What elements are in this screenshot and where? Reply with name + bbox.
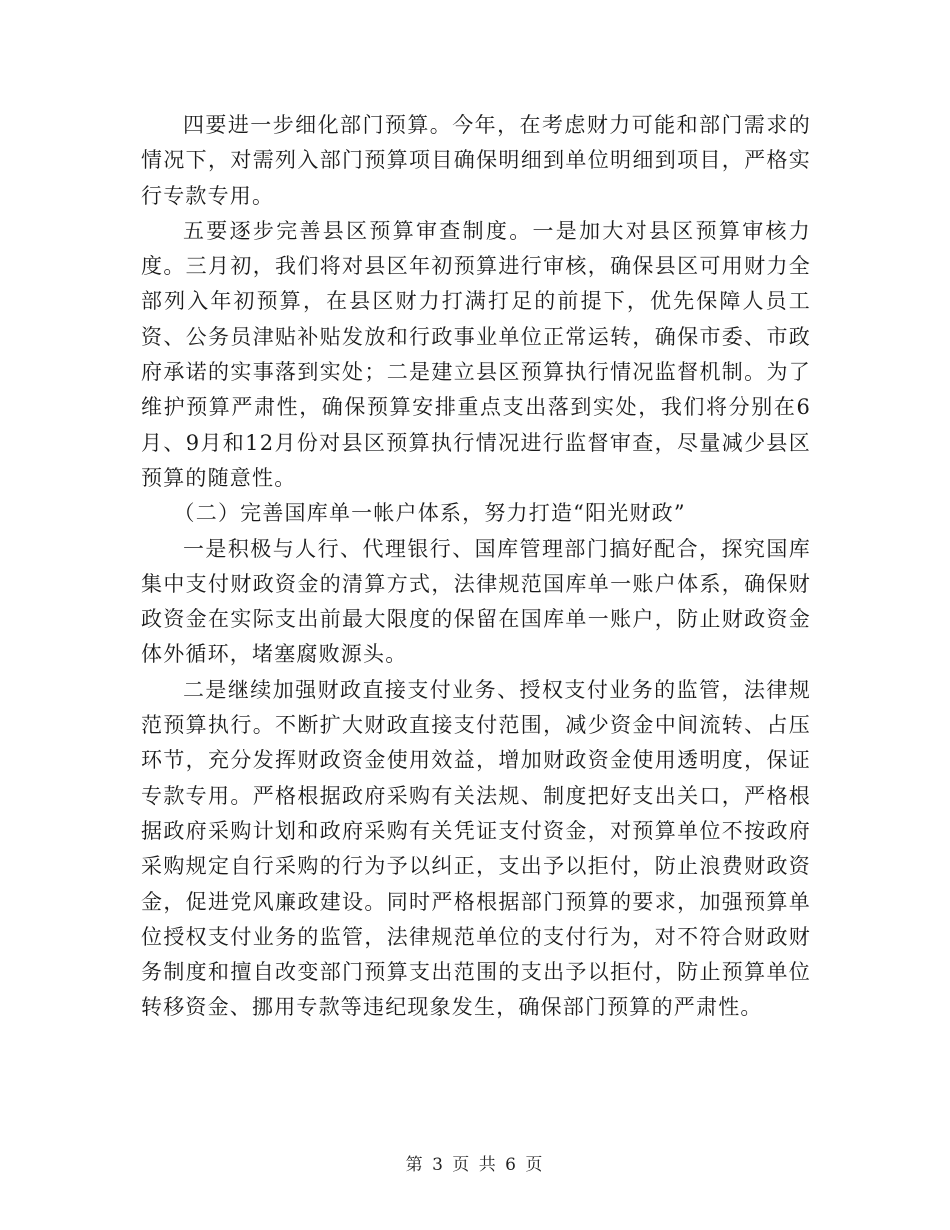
- paragraph-treasury-coordination: 一是积极与人行、代理银行、国库管理部门搞好配合，探究国库集中支付财政资金的清算方式，法律规范国库单一账户体系，确保财政资金在实际支出前最大限度的保留在国库单一账户，防止财政资金体外循环，堵塞腐败源头。: [141, 536, 811, 667]
- paragraph-refine-department-budget: 四要进一步细化部门预算。今年，在考虑财力可能和部门需求的情况下，对需列入部门预算项目确保明细到单位明细到项目，严格实行专款专用。: [141, 113, 811, 208]
- paragraph-county-budget-review: 五要逐步完善县区预算审查制度。一是加大对县区预算审核力度。三月初，我们将对县区年初预算进行审核，确保县区可用财力全部列入年初预算，在县区财力打满打足的前提下，优先保障人员工资、公务员津贴补贴发放和行政事业单位正常运转，确保市委、市政府承诺的实事落到实处；二是建立县区预算执行情况监督机制。为了维护预算严肃性，确保预算安排重点支出落到实处，我们将分别在6月、9月和12月份对县区预算执行情况进行监督审查，尽量减少县区预算的随意性。: [141, 218, 811, 490]
- paragraph-payment-supervision: 二是继续加强财政直接支付业务、授权支付业务的监管，法律规范预算执行。不断扩大财政直接支付范围，减少资金中间流转、占压环节，充分发挥财政资金使用效益，增加财政资金使用透明度，保证专款专用。严格根据政府采购有关法规、制度把好支出关口，严格根据政府采购计划和政府采购有关凭证支付资金，对预算单位不按政府采购规定自行采购的行为予以纠正，支出予以拒付，防止浪费财政资金，促进党风廉政建设。同时严格根据部门预算的要求，加强预算单位授权支付业务的监管，法律规范单位的支付行为，对不符合财政财务制度和擅自改变部门预算支出范围的支出予以拒付，防止预算单位转移资金、挪用专款等违纪现象发生，确保部门预算的严肃性。: [141, 677, 811, 1020]
- section-heading-treasury-account: （二）完善国库单一帐户体系，努力打造“阳光财政”: [173, 501, 686, 526]
- document-body: [141, 108, 811, 1026]
- page-number-footer: 第 3 页 共 6 页: [405, 1155, 545, 1175]
